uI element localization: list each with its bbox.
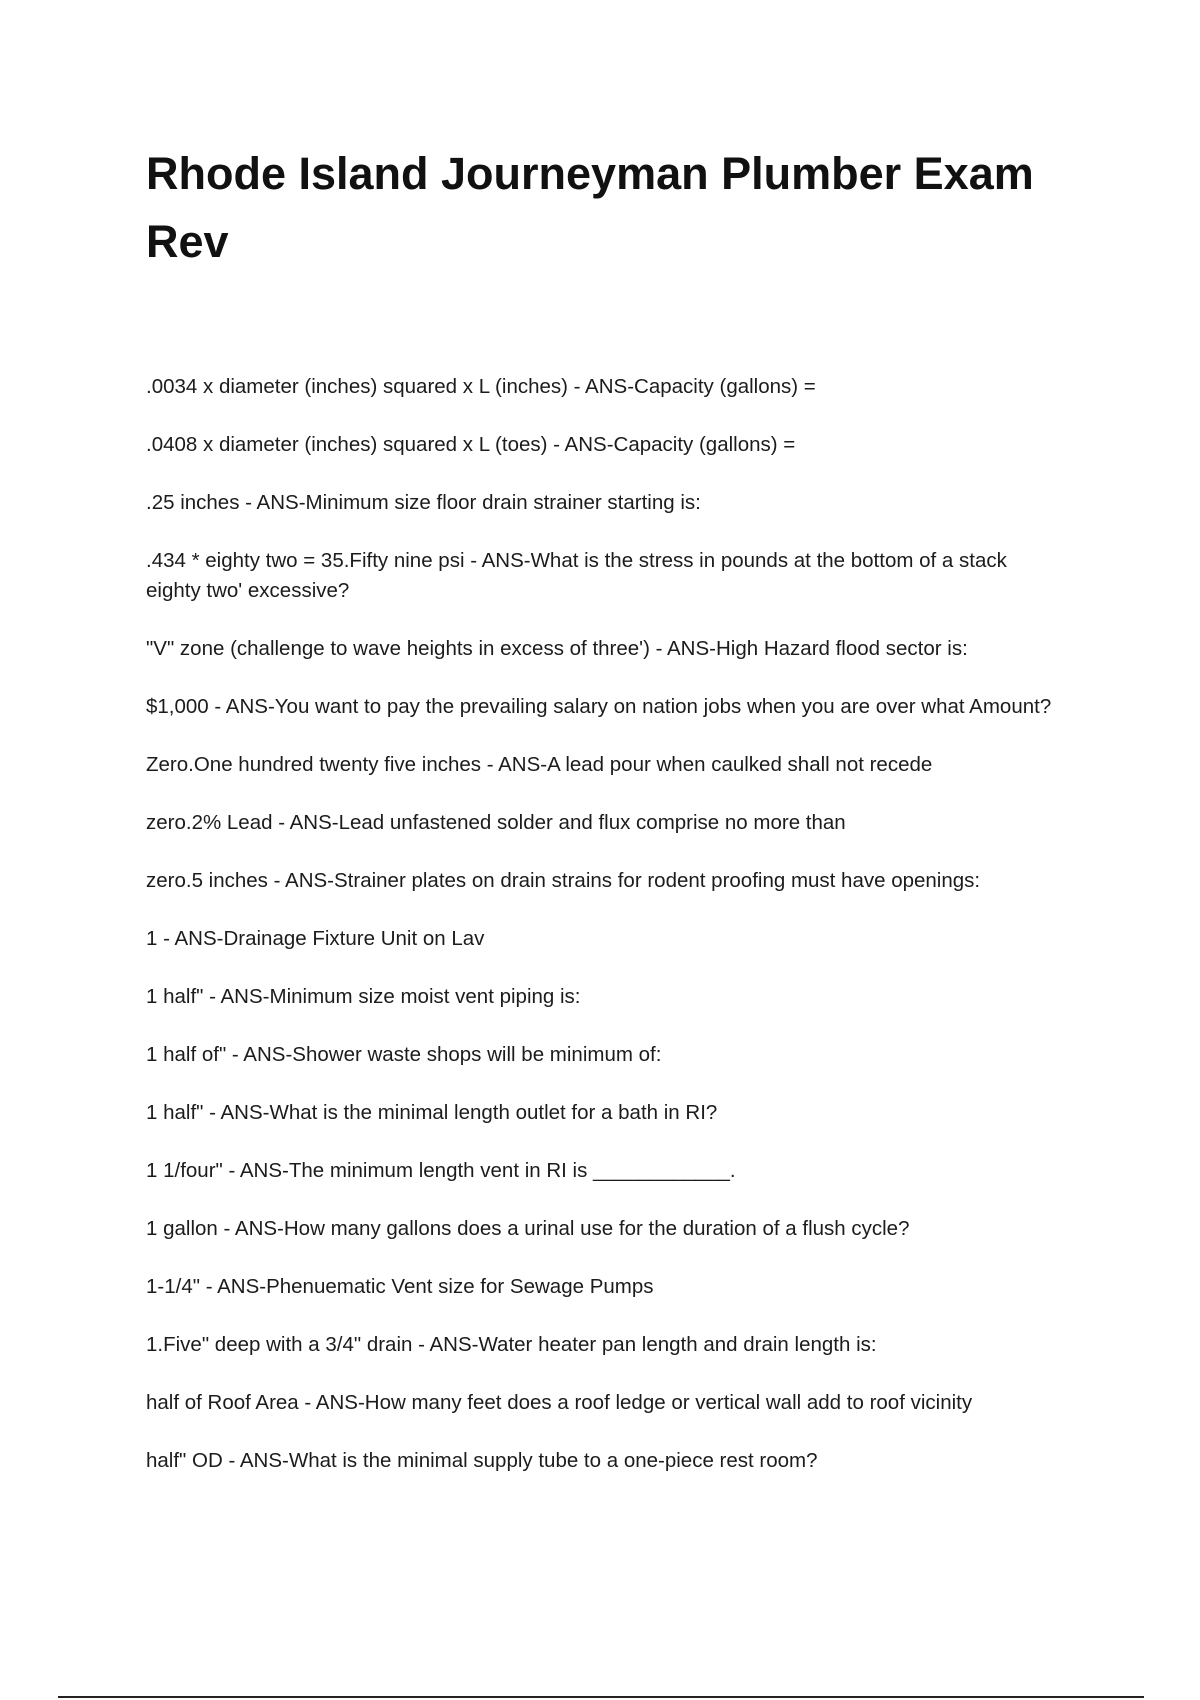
qa-entry: zero.2% Lead - ANS-Lead unfastened solder and flux comprise no more than xyxy=(146,811,846,834)
page-bottom-rule xyxy=(58,1696,1144,1698)
qa-entry: "V" zone (challenge to wave heights in excess of three') - ANS-High Hazard flood sector is: xyxy=(146,637,968,660)
qa-entry: 1 gallon - ANS-How many gallons does a urinal use for the duration of a flush cycle? xyxy=(146,1217,910,1240)
qa-entry: .25 inches - ANS-Minimum size floor drain strainer starting is: xyxy=(146,491,701,514)
document-title: Rhode Island Journeyman Plumber Exam Rev xyxy=(146,148,1034,267)
qa-entry: Zero.One hundred twenty five inches - ANS-A lead pour when caulked shall not recede xyxy=(146,753,933,776)
qa-entry: 1 half of" - ANS-Shower waste shops will be minimum of: xyxy=(146,1043,662,1066)
qa-entry-list xyxy=(146,372,1056,1504)
qa-entry: zero.5 inches - ANS-Strainer plates on drain strains for rodent proofing must have openings: xyxy=(146,869,981,892)
qa-entry: 1 - ANS-Drainage Fixture Unit on Lav xyxy=(146,927,485,950)
qa-entry: 1 1/four" - ANS-The minimum length vent in RI is ____________. xyxy=(146,1159,736,1182)
qa-entry: 1 half" - ANS-What is the minimal length outlet for a bath in RI? xyxy=(146,1101,718,1124)
qa-entry: half" OD - ANS-What is the minimal supply tube to a one-piece rest room? xyxy=(146,1449,818,1472)
qa-entry: .0034 x diameter (inches) squared x L (inches) - ANS-Capacity (gallons) = xyxy=(146,375,816,398)
qa-entry: 1-1/4" - ANS-Phenuematic Vent size for Sewage Pumps xyxy=(146,1275,654,1298)
qa-entry: 1.Five" deep with a 3/4" drain - ANS-Water heater pan length and drain length is: xyxy=(146,1333,877,1356)
qa-entry: 1 half" - ANS-Minimum size moist vent piping is: xyxy=(146,985,581,1008)
qa-entry: .434 * eighty two = 35.Fifty nine psi - ANS-What is the stress in pounds at the bottom of a stack eighty two' excessive? xyxy=(146,549,1007,602)
qa-entry: half of Roof Area - ANS-How many feet does a roof ledge or vertical wall add to roof vicinity xyxy=(146,1391,973,1414)
qa-entry: $1,000 - ANS-You want to pay the prevailing salary on nation jobs when you are over what Amount? xyxy=(146,695,1052,718)
qa-entry: .0408 x diameter (inches) squared x L (toes) - ANS-Capacity (gallons) = xyxy=(146,433,796,456)
